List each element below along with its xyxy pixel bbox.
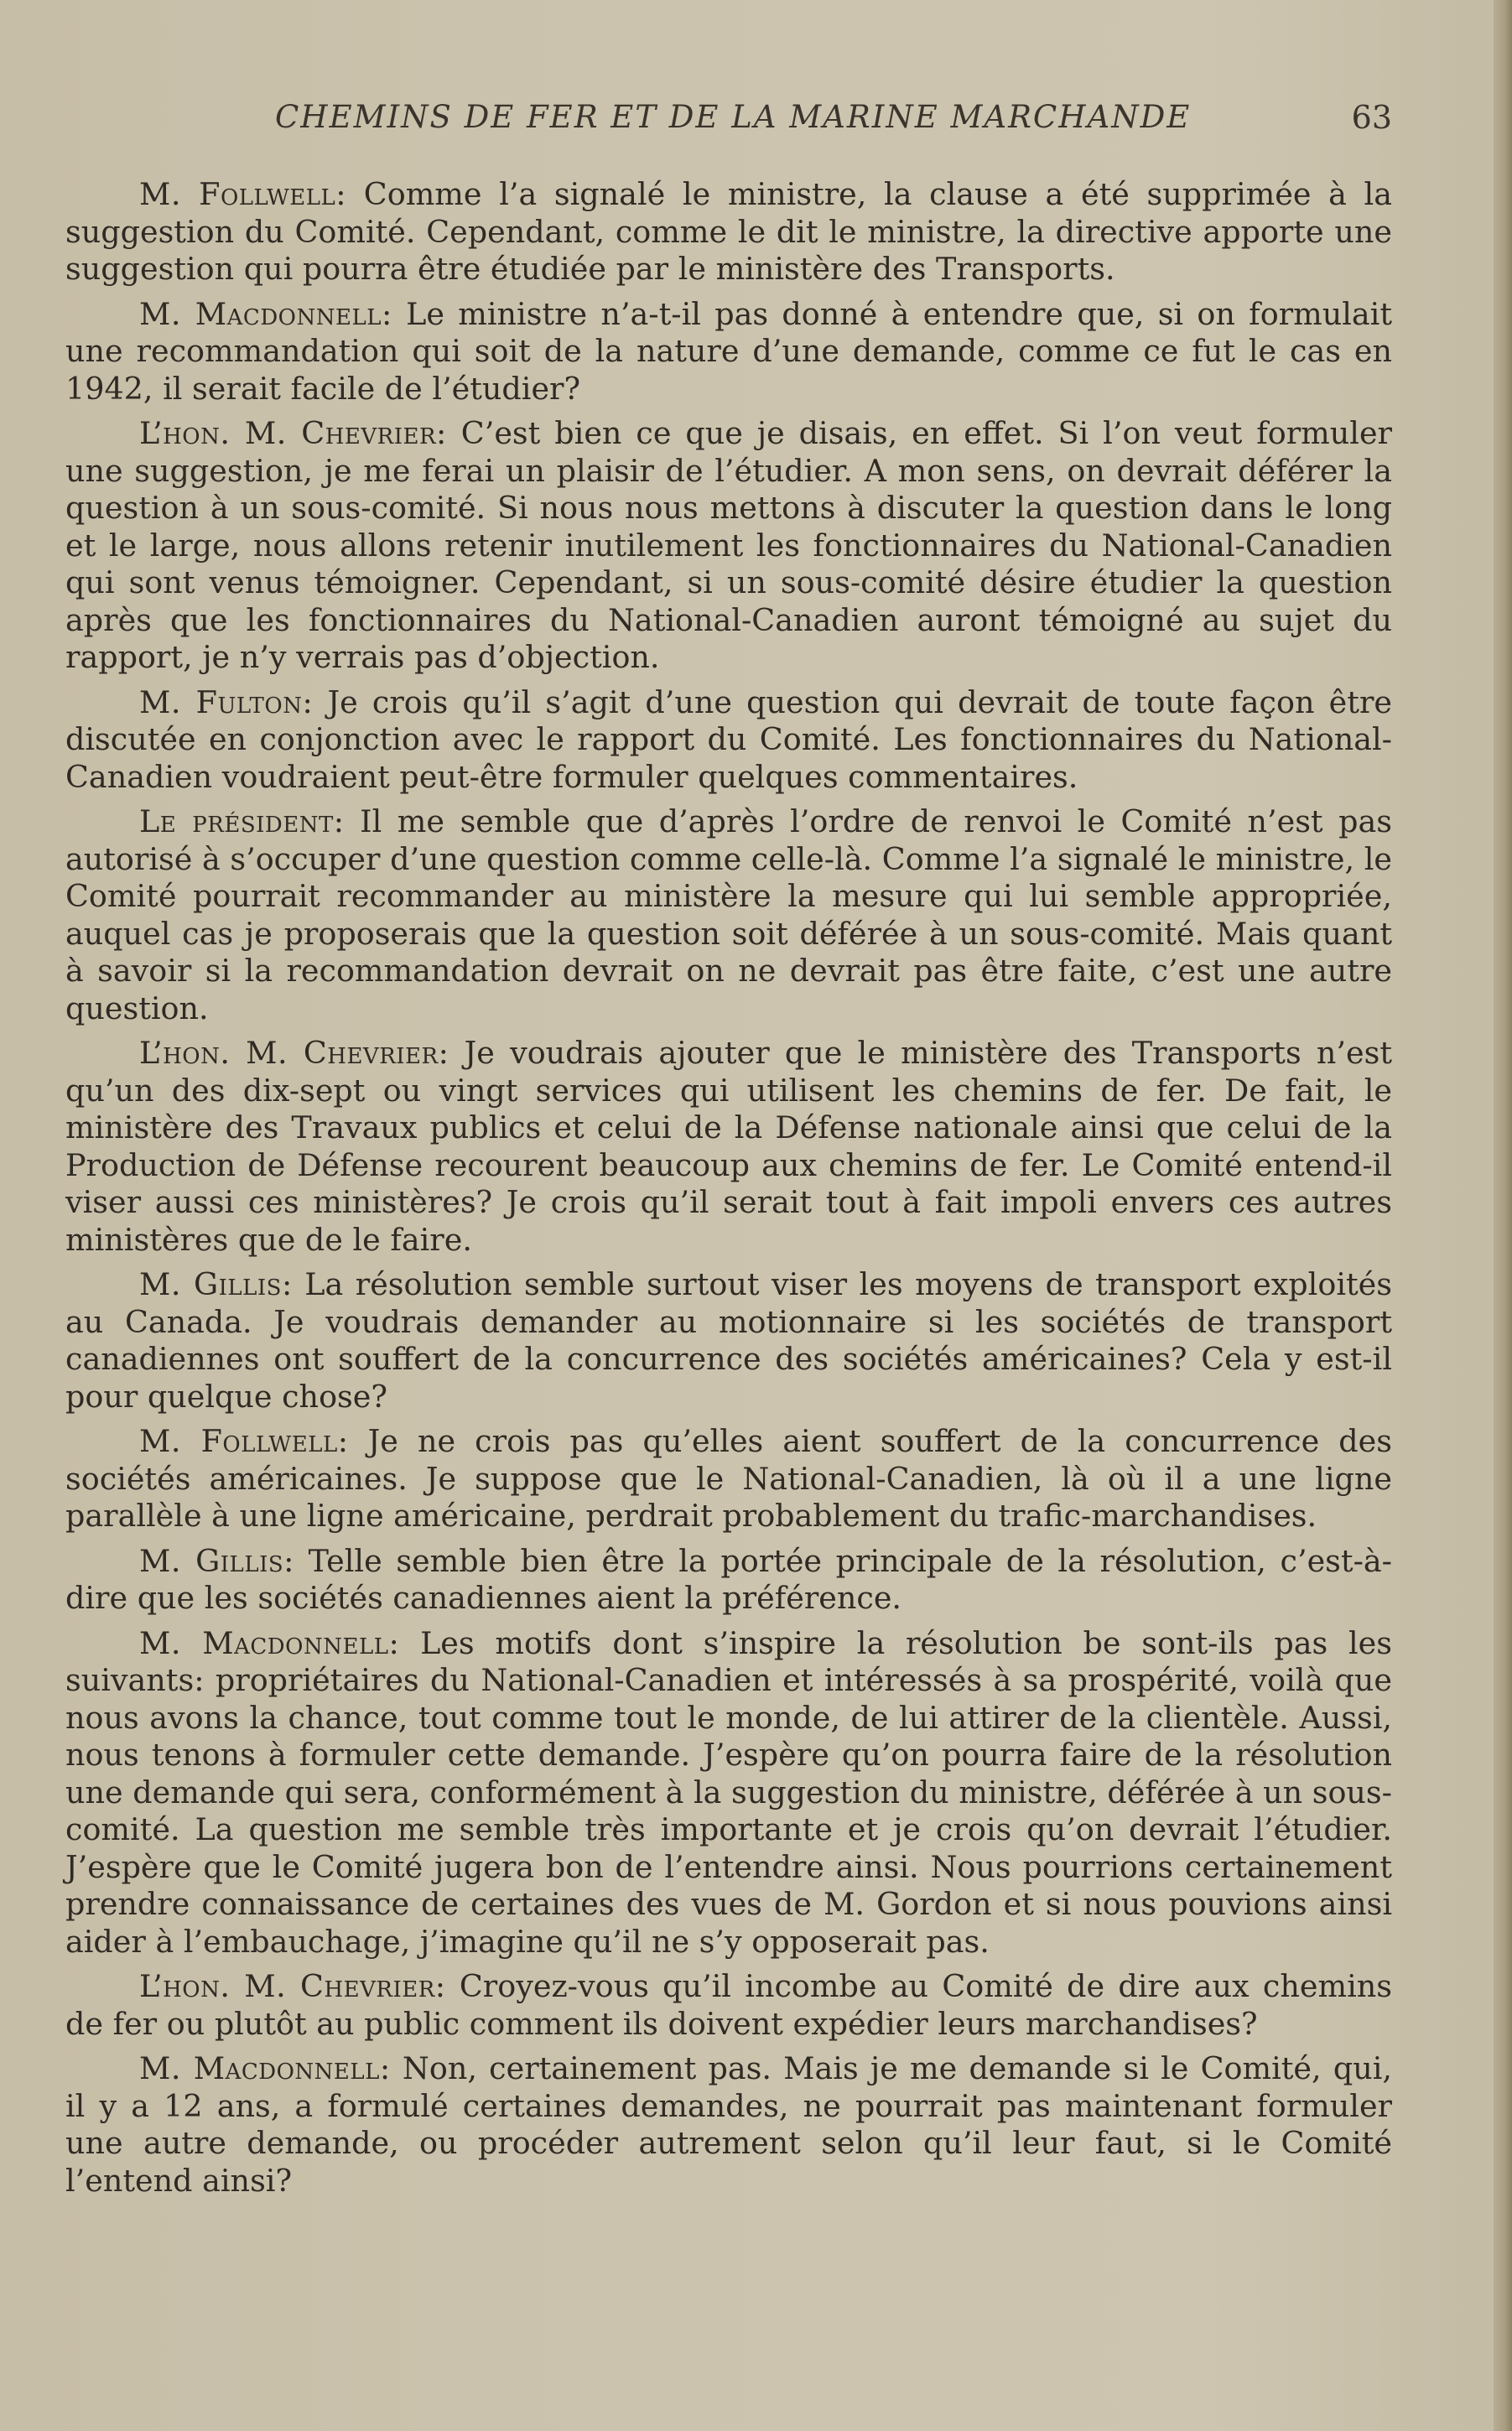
paragraph-text: Non, certainement pas. Mais je me demande si le Comité, qui, il y a 12 ans, a formulé certaines demandes, ne pourrait pas maintenant formuler une autre demande, ou procéder autrement selon qu’il leur faut, si le Comité l’entend ainsi?: [65, 2050, 1392, 2199]
paragraph: [65, 2050, 1392, 2200]
paragraph-text: Je ne crois pas qu’elles aient souffert de la concurrence des sociétés américaines. Je suppose que le National-Canadien, là où il a une ligne parallèle à une ligne américaine, perdrait probablement du trafic-marchandises.: [65, 1423, 1392, 1534]
speaker-name: M. Macdonnell:: [139, 295, 392, 332]
paragraph-text: Comme l’a signalé le ministre, la clause a été supprimée à la suggestion du Comité. Cependant, comme le dit le ministre, la directive apporte une suggestion qui pourra être étudiée par le ministère des Transports.: [65, 176, 1392, 287]
speaker-name: L’hon. M. Chevrier:: [139, 415, 447, 451]
paragraph: [65, 1035, 1392, 1259]
paragraph: [65, 1625, 1392, 1961]
speaker-name: M. Macdonnell:: [139, 2050, 391, 2086]
paragraph-text: La résolution semble surtout viser les moyens de transport exploités au Canada. Je voudrais demander au motionnaire si les sociétés de transport canadiennes ont souffert de la concurrence des sociétés américaines? Cela y est-il pour quelque chose?: [65, 1266, 1392, 1415]
paragraph-text: Je crois qu’il s’agit d’une question qui devrait de toute façon être discutée en conjonction avec le rapport du Comité. Les fonctionnaires du National-Canadien voudraient peut-être formuler quelques commentaires.: [65, 683, 1392, 795]
speaker-name: L’hon. M. Chevrier:: [139, 1968, 446, 2004]
speaker-name: M. Gillis:: [139, 1266, 293, 1302]
paragraph: [65, 176, 1392, 288]
speaker-name: L’hon. M. Chevrier:: [139, 1035, 449, 1071]
paragraph-text: C’est bien ce que je disais, en effet. Si l’on veut formuler une suggestion, je me ferai un plaisir de l’étudier. A mon sens, on devrait déférer la question à un sous-comité. Si nous nous mettons à discuter la question dans le long et le large, nous allons retenir inutilement les fonctionnaires du National-Canadien qui sont venus témoigner. Cependant, si un sous-comité désire étudier la question après que les fonctionnaires du National-Canadien auront témoigné au sujet du rapport, je n’y verrais pas d’objection.: [65, 415, 1392, 675]
speaker-name: M. Macdonnell:: [139, 1624, 400, 1661]
speaker-name: M. Follwell:: [139, 1423, 349, 1459]
speaker-name: M. Gillis:: [139, 1542, 294, 1579]
speaker-name: Le président:: [139, 803, 345, 839]
paragraph-text: Croyez-vous qu’il incombe au Comité de dire aux chemins de fer ou plutôt au public comment ils doivent expédier leurs marchandises?: [65, 1968, 1392, 2042]
paragraph-text: Il me semble que d’après l’ordre de renvoi le Comité n’est pas autorisé à s’occuper d’une question comme celle-là. Comme l’a signalé le ministre, le Comité pourrait recommander au ministère la mesure qui lui semble appropriée, auquel cas je proposerais que la question soit déférée à un sous-comité. Mais quant à savoir si la recommandation devrait on ne devrait pas être faite, c’est une autre question.: [65, 803, 1393, 1026]
running-title: CHEMINS DE FER ET DE LA MARINE MARCHANDE: [275, 99, 1192, 135]
paragraph: [65, 1266, 1392, 1415]
speaker-name: M. Fulton:: [139, 683, 314, 720]
paragraph: [65, 415, 1392, 677]
paragraph: [65, 1423, 1392, 1535]
paragraph-text: Je voudrais ajouter que le ministère des Transports n’est qu’un des dix-sept ou vingt services qui utilisent les chemins de fer. De fait, le ministère des Travaux publics et celui de la Défense nationale ainsi que celui de la Production de Défense recourent beaucoup aux chemins de fer. Le Comité entend-il viser aussi ces ministères? Je crois qu’il serait tout à fait impoli envers ces autres ministères que de le faire.: [65, 1035, 1393, 1258]
page-number: 63: [1351, 99, 1392, 136]
body-text: [65, 176, 1392, 2207]
paragraph: [65, 684, 1392, 797]
paragraph-text: Le ministre n’a-t-il pas donné à entendre que, si on formulait une recommandation qui soit de la nature d’une demande, comme ce fut le cas en 1942, il serait facile de l’étudier?: [65, 295, 1393, 407]
page-header: [65, 99, 1392, 149]
paragraph-text: Telle semble bien être la portée principale de la résolution, c’est-à-dire que les sociétés canadiennes aient la préférence.: [65, 1542, 1392, 1616]
paragraph: [65, 803, 1392, 1027]
paragraph: [65, 296, 1392, 408]
paragraph: [65, 1543, 1392, 1618]
page-edge: [1494, 0, 1512, 2431]
speaker-name: M. Follwell:: [139, 176, 347, 212]
paragraph: [65, 1968, 1392, 2043]
paragraph-text: Les motifs dont s’inspire la résolution be sont-ils pas les suivants: propriétaires du National-Canadien et intéressés à sa prospérité, voilà que nous avons la chance, tout comme tout le monde, de lui attirer de la clientèle. Aussi, nous tenons à formuler cette demande. J’espère qu’on pourra faire de la résolution une demande qui sera, conformément à la suggestion du ministre, déférée à un sous-comité. La question me semble très importante et je crois qu’on devrait l’étudier. J’espère que le Comité jugera bon de l’entendre ainsi. Nous pourrions certainement prendre connaissance de certaines des vues de M. Gordon et si nous pouvions ainsi aider à l’embauchage, j’imagine qu’il ne s’y opposerait pas.: [65, 1624, 1392, 1960]
